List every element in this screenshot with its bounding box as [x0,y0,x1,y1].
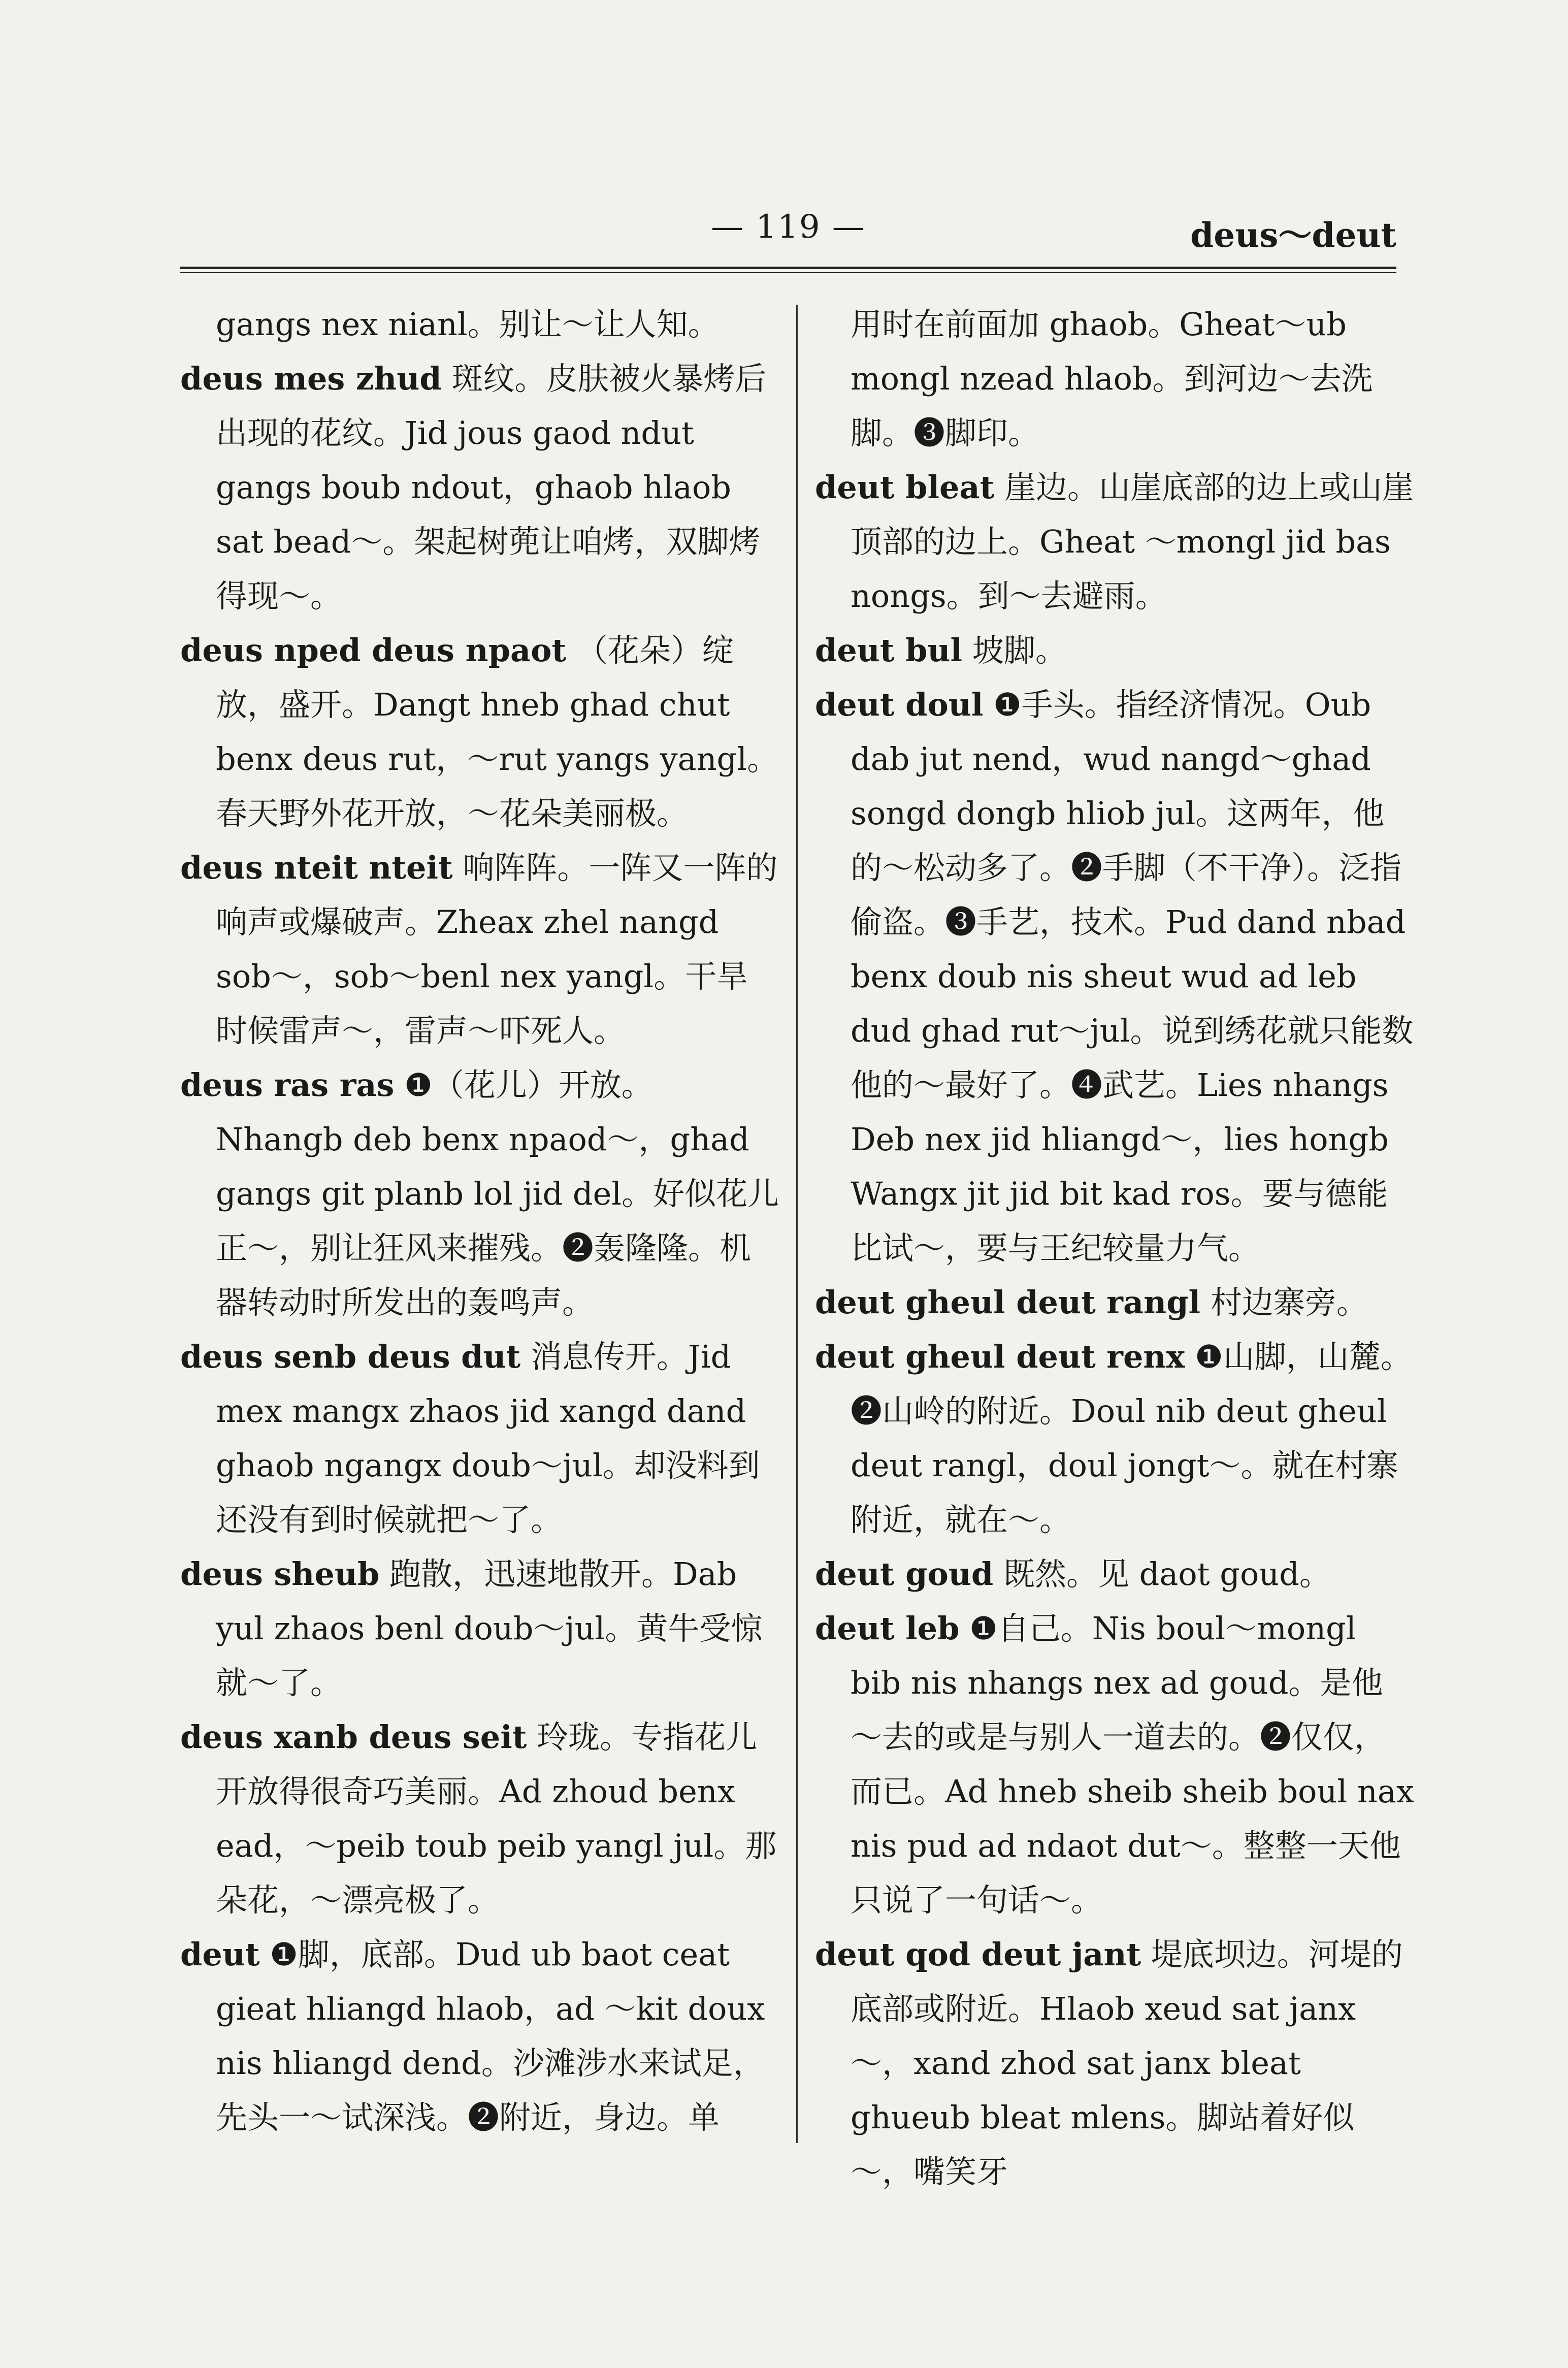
dictionary-entry [180,1547,779,1710]
entry-definition: 响阵阵。一阵又一阵的响声或爆破声。Zheax zhel nangd sob～，sob～benl nex yangl。干旱时候雷声～，雷声～吓死人。 [216,849,778,1049]
entry-headword: deut doul [815,686,984,723]
entry-definition: ❶山脚，山麓。❷山岭的附近。Doul nib deut gheul deut rangl，doul jongt～。就在村寨附近，就在～。 [851,1338,1412,1538]
right-column [815,297,1414,2190]
entry-definition: 跑散，迅速地散开。Dab yul zhaos benl doub～jul。黄牛受惊就～了。 [216,1555,763,1701]
page-number: — 119 — [711,208,866,246]
entry-headword: deut gheul deut rangl [815,1284,1201,1321]
guide-words: deus～deut [1190,215,1396,255]
dictionary-entry [815,1329,1414,1547]
entry-definition: ❶手头。指经济情况。Oub dab jut nend，wud nangd～ghad songd dongb hliob jul。这两年，他的～松动多了。❷手脚（不干净）。泛指偷盗。❸手艺，技术。Pud dand nbad benx doub nis sheut wud ad leb dud ghad rut～jul。说到绣花就只能数他的～最好了。❹武艺。Lies nhangs Deb nex jid hliangd～，lies hongb Wangx jit jid bit kad ros。要与德能比试～，要与王纪较量力气。 [851,686,1414,1267]
page-header [180,198,1396,259]
entry-definition: 堤底坝边。河堤的底部或附近。Hlaob xeud sat janx～，xand zhod sat janx bleat ghueub bleat mlens。脚站着好似～，嘴笑牙 [851,1936,1403,2190]
entry-definition: 坡脚。 [972,632,1067,669]
entry-definition: 村边寨旁。 [1210,1284,1368,1321]
dictionary-entry [815,677,1414,1275]
entry-definition: 崖边。山崖底部的边上或山崖顶部的边上。Gheat ～mongl jid bas nongs。到～去避雨。 [851,469,1414,614]
dictionary-entry [180,351,779,623]
entry-headword: deut leb [815,1610,960,1647]
entry-definition: 玲珑。专指花儿开放得很奇巧美丽。Ad zhoud benx ead，～peib toub peib yangl jul。那朵花，～漂亮极了。 [216,1718,777,1919]
entry-definition: ❶（花儿）开放。Nhangb deb benx npaod～，ghad gangs git planb lol jid del。好似花儿正～，别让狂风来摧残。❷轰隆隆。机器转动时所发出的轰鸣声。 [216,1066,779,1321]
entry-headword: deus sheub [180,1555,380,1593]
dictionary-entry [180,1927,779,2145]
entry-headword: deut [180,1936,260,1973]
entry-headword: deut goud [815,1555,994,1593]
entry-headword: deut qod deut jant [815,1936,1141,1973]
dictionary-entry [815,623,1414,677]
entry-headword: deut bul [815,632,963,669]
entry-definition: gangs nex nianl。别让～让人知。 [216,306,720,343]
entry-continuation [815,297,1414,460]
entry-headword: deus ras ras [180,1066,395,1104]
dictionary-entry [180,1329,779,1547]
entry-headword: deus xanb deus seit [180,1718,527,1756]
entry-headword: deus nped deus npaot [180,632,567,669]
entry-headword: deut bleat [815,469,995,506]
dictionary-entry [180,623,779,840]
entry-definition: （花朵）绽放，盛开。Dangt hneb ghad chut benx deus rut，～rut yangs yangl。春天野外花开放，～花朵美丽极。 [216,632,779,832]
entry-definition: 斑纹。皮肤被火暴烤后出现的花纹。Jid jous gaod ndut gangs boub ndout，ghaob hlaob sat bead～。架起树蔸让咱烤，双脚烤得现～。 [216,360,767,614]
left-column [180,297,779,2176]
entry-definition: 消息传开。Jid mex mangx zhaos jid xangd dand ghaob ngangx doub～jul。却没料到还没有到时候就把～了。 [216,1338,760,1538]
entry-headword: deut gheul deut renx [815,1338,1185,1375]
entry-headword: deus nteit nteit [180,849,453,886]
dictionary-entry [815,1601,1414,1927]
dictionary-entry [180,1710,779,1927]
dictionary-entry [815,460,1414,623]
dictionary-entry [815,1927,1414,2199]
entry-headword: deus mes zhud [180,360,442,397]
entry-continuation [180,297,779,351]
header-rule [180,267,1396,273]
entry-definition: ❶脚，底部。Dud ub baot ceat gieat hliangd hlaob，ad ～kit doux nis hliangd dend。沙滩涉水来试足，先头一～试深浅。❷附近，身边。单 [216,1936,765,2136]
column-divider [796,305,798,2143]
dictionary-entry [815,1547,1414,1601]
dictionary-entry [180,1058,779,1329]
entry-definition: ❶自己。Nis boul～mongl bib nis nhangs nex ad goud。是他～去的或是与别人一道去的。❷仅仅，而已。Ad hneb sheib sheib boul nax nis pud ad ndaot dut～。整整一天他只说了一句话～。 [851,1610,1414,1919]
entry-definition: 用时在前面加 ghaob。Gheat～ub mongl nzead hlaob。到河边～去洗脚。❸脚印。 [851,306,1373,451]
entry-definition: 既然。见 daot goud。 [1003,1555,1331,1593]
dictionary-entry [815,1275,1414,1329]
dictionary-entry [180,840,779,1058]
entry-headword: deus senb deus dut [180,1338,521,1375]
